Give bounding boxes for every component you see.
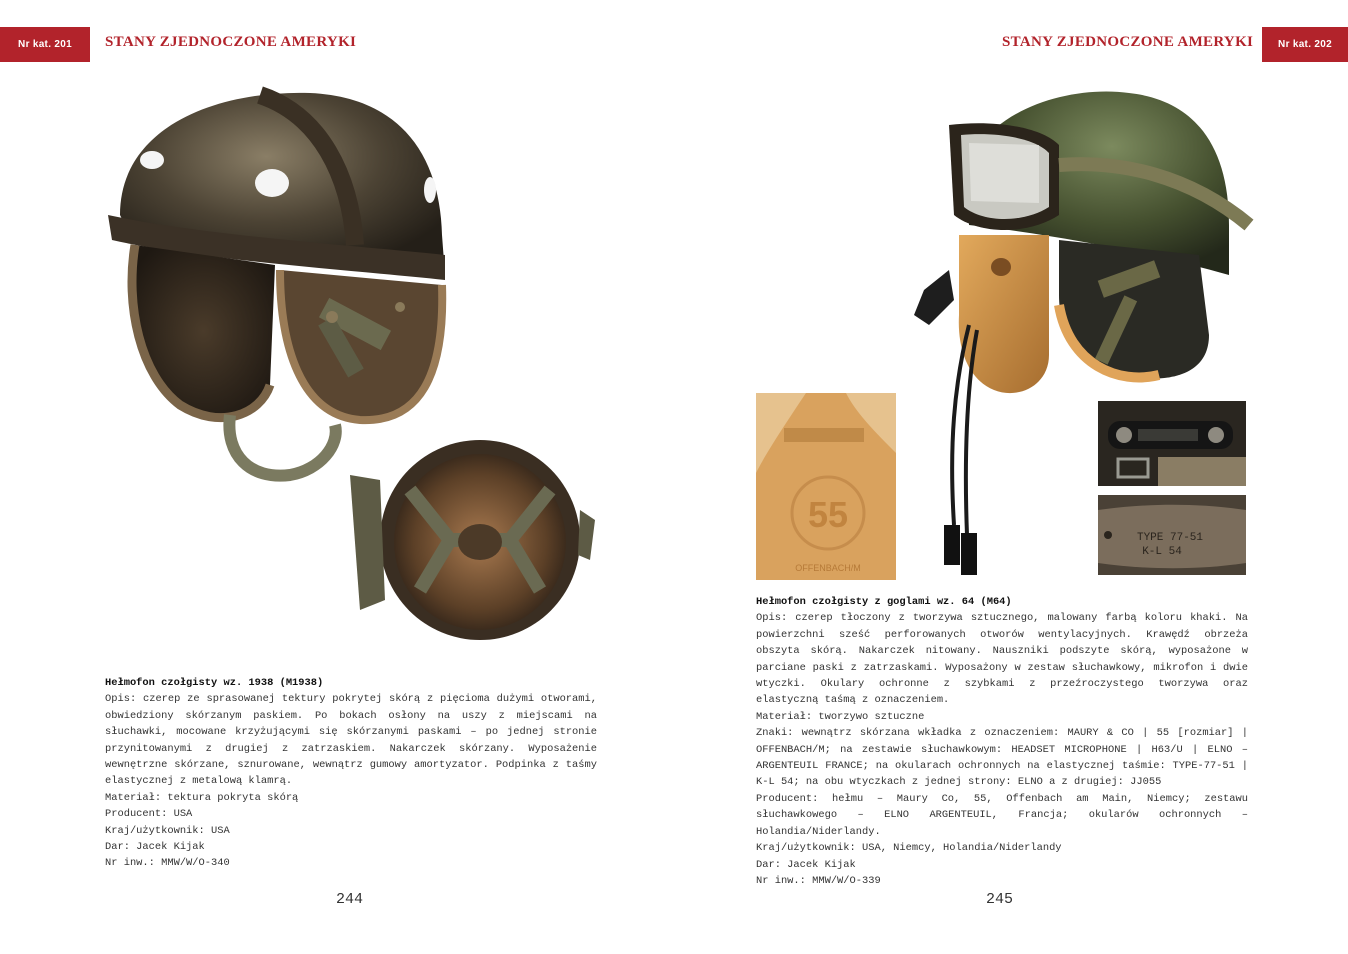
item-marks: Znaki: wewnątrz skórzana wkładka z oznaczeniem: MAURY & CO | 55 [rozmiar] | OFFENBACH/M; na zestawie słuchawkowym: HEADSET MICROPHONE | H63/U | ELNO – ARGENTEUIL FRANCE; na okularach ochronnych na elastycznej taśmie: TYPE-77-51 | K-L 54; na obu wtyczkach z jednej strony: ELNO a z drugiej: JJ055 xyxy=(756,727,1248,789)
catalog-number-badge: Nr kat. 201 xyxy=(0,27,90,62)
goggle-strap-line1: TYPE 77-51 xyxy=(1136,532,1204,544)
right-page xyxy=(674,0,1348,954)
item-description: Opis: czerep tłoczony z tworzywa sztucznego, malowany farbą koloru khaki. Na powierzchni sześć perforowanych otworów wentylacyjnych. Krawędź obrzeża obszyta skórą. Nakarczek nitowany. Nauszniki podszyte skórą, wyposażone w parciane paski z zatrzaskami. Wyposażony w zestaw słuchawkowy, mikrofon i dwie wtyczki. Okulary ochronne z szybkami z przeźroczystego tworzywa oraz elastyczną taśmą z oznaczeniem. xyxy=(756,612,1248,707)
item-producer: Producent: USA xyxy=(105,808,193,821)
item-donor: Dar: Jacek Kijak xyxy=(105,841,205,854)
m1938-helmet-interior-photo xyxy=(340,430,600,645)
goggle-strap-line2: K-L 54 xyxy=(1142,546,1182,558)
item-country: Kraj/użytkownik: USA, Niemcy, Holandia/Niderlandy xyxy=(756,842,1062,855)
item-inventory-number: Nr inw.: MMW/W/O-339 xyxy=(756,874,881,887)
headset-plate-detail-photo xyxy=(1098,401,1246,486)
item-description-block xyxy=(756,594,1248,889)
item-material: Materiał: tworzywo sztuczne xyxy=(756,710,925,723)
item-country: Kraj/użytkownik: USA xyxy=(105,824,230,837)
section-title: STANY ZJEDNOCZONE AMERYKI xyxy=(105,34,357,50)
size-stamp-detail-photo xyxy=(756,393,896,580)
page-number: 244 xyxy=(336,891,364,908)
item-producer: Producent: hełmu – Maury Co, 55, Offenbach am Main, Niemcy; zestawu słuchawkowego – ELNO ARGENTEUIL, Francja; okularów ochronnych – Holandia/Niderlandy. xyxy=(756,792,1248,838)
item-inventory-number: Nr inw.: MMW/W/O-340 xyxy=(105,857,230,870)
item-donor: Dar: Jacek Kijak xyxy=(756,858,856,871)
item-material: Materiał: tektura pokryta skórą xyxy=(105,791,299,804)
item-title: Hełmofon czołgisty wz. 1938 (M1938) xyxy=(105,677,324,689)
page-number: 245 xyxy=(986,891,1014,908)
catalog-number-badge: Nr kat. 202 xyxy=(1262,27,1348,62)
goggle-strap-detail-photo xyxy=(1098,495,1246,575)
item-description-block xyxy=(105,675,597,872)
size-stamp-number: 55 xyxy=(807,494,849,535)
section-title: STANY ZJEDNOCZONE AMERYKI xyxy=(1002,34,1254,50)
item-title: Hełmofon czołgisty z goglami wz. 64 (M64) xyxy=(756,596,1012,608)
stamp-city: OFFENBACH/M xyxy=(795,563,861,573)
item-description: Opis: czerep ze sprasowanej tektury pokrytej skórą z pięcioma dużymi otworami, obwiedziony skórzanym paskiem. Po bokach osłony na uszy z miejscami na słuchawki, mocowane krzyżującymi się skórzanymi paskami – po jednej stronie przynitowanymi z drugiej z zatrzaskiem. Nakarczek skórzany. Wyposażenie wewnętrzne skórzane, sznurowane, wewnątrz gumowy amortyzator. Podpinka z taśmy elastycznej z metalową klamrą. xyxy=(105,693,597,788)
